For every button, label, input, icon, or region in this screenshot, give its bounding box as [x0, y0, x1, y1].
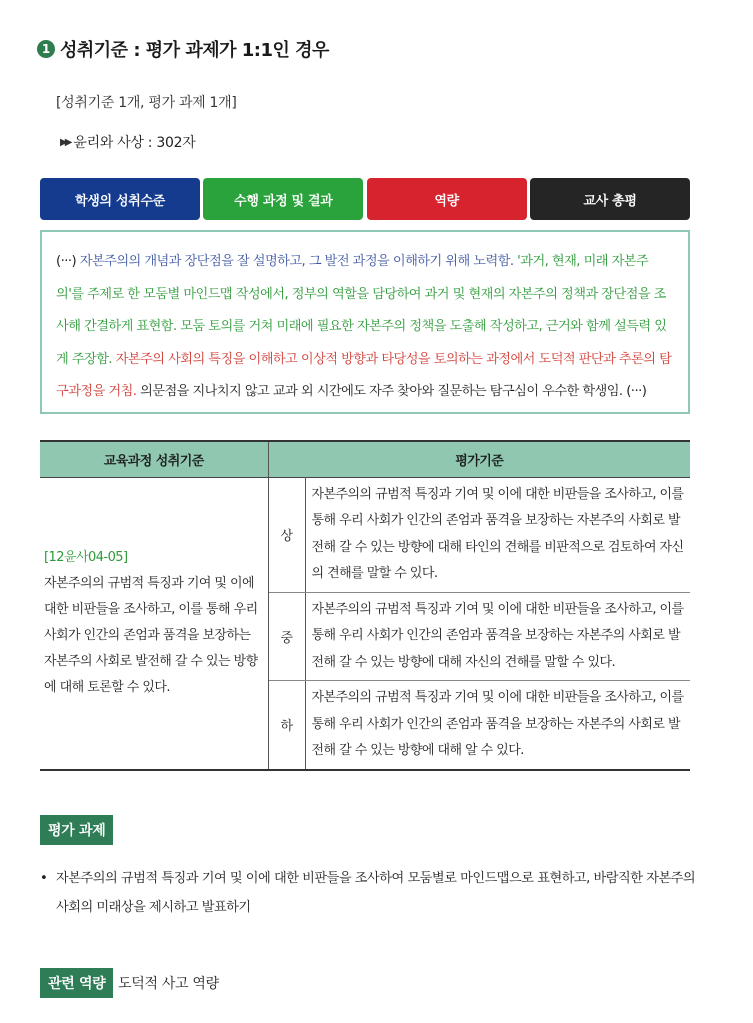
subtitle-count: [성취기준 1개, 평가 과제 1개]	[56, 95, 237, 111]
double-arrow-icon: ▶▶	[60, 136, 70, 148]
level-low: 하	[268, 681, 305, 770]
criteria-mid: 자본주의의 규범적 특징과 기여 및 이에 대한 비판들을 조사하고, 이를 통해 우리 사회가 인간의 존엄과 품격을 보장하는 자본주의 사회로 발전해 갈 수 있는 방향에 대해 자신의 견해를 말할 수 있다.	[305, 592, 690, 681]
criteria-low: 자본주의의 규범적 특징과 기여 및 이에 대한 비판들을 조사하고, 이를 통해 우리 사회가 인간의 존엄과 품격을 보장하는 자본주의 사회로 발전해 갈 수 있는 방향에 대해 알 수 있다.	[305, 681, 690, 770]
eval-achievement-text: 자본주의의 개념과 장단점을 잘 설명하고, 그 발전 과정을 이해하기 위해 노력함.	[79, 254, 514, 269]
eval-process-text: '과거, 현재, 미래 자본주의'를 주제로 한 모둠별 마인드맵 작성에서, 정부의 역할을 담당하여 과거 및 현재의 자본주의 정책과 장단점을 조사해 간결하게 표현함. 모둠 토의를 거쳐 미래에 필요한 자본주의 정책을 도출해 작성하고, 근거와 함께 설득력 있게 주장함.	[56, 254, 667, 367]
standards-table	[40, 440, 690, 771]
standard-code: [12윤사04-05]	[44, 550, 128, 565]
standard-text: 자본주의의 규범적 특징과 기여 및 이에 대한 비판들을 조사하고, 이를 통해 우리 사회가 인간의 존엄과 품격을 보장하는 자본주의 사회로 발전해 갈 수 있는 방향에 대해 토론할 수 있다.	[44, 576, 258, 695]
evaluation-task-text: 자본주의의 규범적 특징과 기여 및 이에 대한 비판들을 조사하여 모둠별로 마인드맵으로 표현하고, 바람직한 자본주의 사회의 미래상을 제시하고 발표하기	[56, 871, 696, 915]
category-buttons	[40, 178, 690, 220]
section-title	[37, 36, 329, 62]
related-competency-text: 도덕적 사고 역량	[118, 976, 219, 992]
section-title-text: 성취기준 : 평가 과제가 1:1인 경우	[60, 40, 329, 61]
level-mid: 중	[268, 592, 305, 681]
header-curriculum-standard: 교육과정 성취기준	[40, 441, 268, 477]
eval-prefix: (···)	[56, 254, 80, 269]
eval-competency-text: 자본주의 사회의 특징을 이해하고 이상적 방향과 타당성을 토의하는 과정에서 도덕적 판단과 추론의 탐구과정을 거침.	[56, 351, 672, 399]
table-header-row	[40, 441, 690, 477]
table-row	[40, 477, 690, 592]
related-competency-label: 관련 역량	[40, 968, 113, 998]
evaluation-text-box	[40, 230, 690, 414]
header-evaluation-criteria: 평가기준	[268, 441, 690, 477]
evaluation-task-label: 평가 과제	[40, 815, 113, 845]
teacher-review-button[interactable]: 교사 총평	[530, 178, 690, 220]
level-high: 상	[268, 477, 305, 592]
criteria-high: 자본주의의 규범적 특징과 기여 및 이에 대한 비판들을 조사하고, 이를 통해 우리 사회가 인간의 존엄과 품격을 보장하는 자본주의 사회로 발전해 갈 수 있는 방향에 대해 타인의 견해를 비판적으로 검토하여 자신의 견해를 말할 수 있다.	[305, 477, 690, 592]
eval-teacher-text: 의문점을 지나치지 않고 교과 외 시간에도 자주 찾아와 질문하는 탐구심이 우수한 학생임. (···)	[136, 384, 647, 399]
section-number-badge: 1	[37, 40, 55, 58]
bullet-icon: •	[40, 871, 48, 886]
competency-button[interactable]: 역량	[367, 178, 527, 220]
curriculum-standard-cell	[40, 477, 268, 770]
achievement-level-button[interactable]: 학생의 성취수준	[40, 178, 200, 220]
process-result-button[interactable]: 수행 과정 및 결과	[203, 178, 363, 220]
subtitle-subject	[60, 132, 195, 152]
subject-text: 윤리와 사상 : 302자	[73, 135, 196, 151]
evaluation-task-item	[40, 864, 700, 922]
